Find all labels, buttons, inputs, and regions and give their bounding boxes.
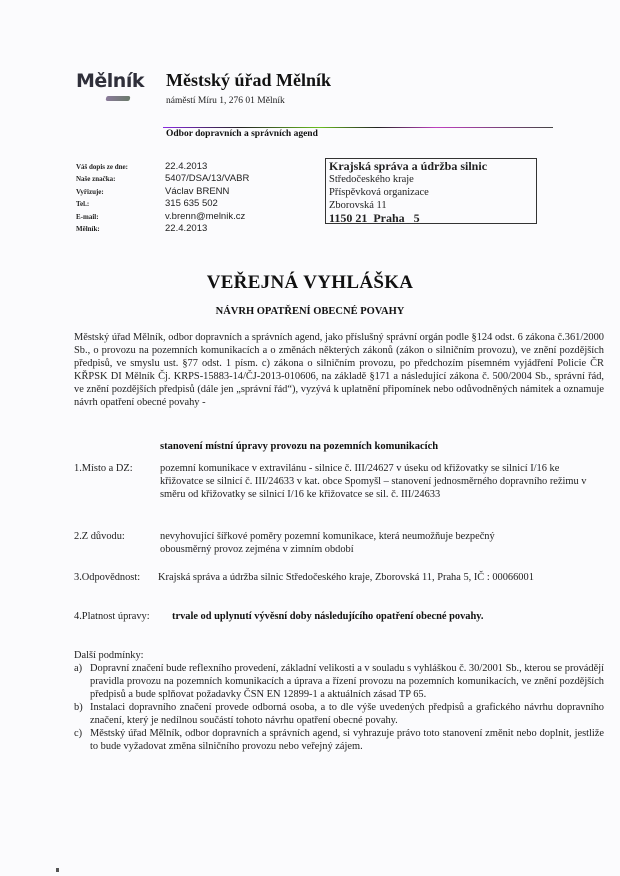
meta-row: [76, 173, 249, 185]
item-text: Krajská správa a údržba silnic Středočeského kraje, Zborovská 11, Praha 5, IČ : 00066001: [158, 572, 534, 583]
meta-label: Tel.:: [76, 200, 90, 209]
meta-value: Václav BRENN: [165, 185, 230, 197]
condition-item: [74, 727, 604, 753]
meta-row: [76, 223, 249, 235]
condition-item: [74, 701, 604, 727]
conditions-heading: Další podmínky:: [74, 650, 144, 661]
recipient-address-box: [325, 158, 537, 224]
department: Odbor dopravních a správních agend: [166, 129, 318, 139]
condition-text: Městský úřad Mělník, odbor dopravních a správních agend, si vyhrazuje právo toto stanovení změnit nebo doplnit, jestliže to bude vyžadovat změna silničního provozu nebo veřejný zájem.: [90, 728, 604, 752]
item-text: nevyhovující šířkové poměry pozemní komunikace, která neumožňuje bezpečný obousměrný provoz zejména v zimním období: [160, 531, 495, 555]
item-text: trvale od uplynutí vývěsní doby následujícího opatření obecné povahy.: [172, 611, 484, 622]
item-responsibility: [74, 571, 604, 584]
subject-line: stanovení místní úpravy provozu na pozemních komunikacích: [160, 441, 439, 452]
item-label: 2.Z důvodu:: [74, 531, 125, 542]
meta-value: 22.4.2013: [165, 161, 208, 172]
recipient-postcode: 1150 21 Praha 5: [329, 211, 420, 225]
meta-value: 22.4.2013: [165, 222, 208, 234]
condition-marker: c): [74, 728, 83, 739]
recipient-line: Zborovská 11: [329, 200, 387, 211]
scan-speck: [56, 868, 59, 872]
condition-text: Dopravní značení bude reflexního provedení, základní velikosti a v souladu s vyhláškou č. 30/2001 Sb., kterou se provádějí pravidla provozu na pozemních komunikacích a úprava a řízení provozu na pozemních komunikacích, ve znění pozdějších předpisů a bude splňovat požadavky ČSN EN 12899-1 a aktuálních zásad TP 65.: [90, 663, 604, 700]
header-divider: [163, 127, 553, 128]
meta-row: [76, 186, 249, 198]
additional-conditions: [74, 649, 604, 753]
meta-value: 315 635 502: [165, 198, 218, 210]
meta-label: Naše značka:: [76, 175, 116, 184]
item-validity: [74, 610, 614, 623]
recipient-line: Krajská správa a údržba silnic: [329, 159, 488, 173]
condition-item: [74, 662, 604, 701]
item-text: pozemní komunikace v extravilánu - silnice č. III/24627 v úseku od křižovatky se silnicí I/16 ke křižovatce se silnicí č. III/24633 v kat. obce Spomyšl – stanovení jednosměrného dopravního režimu v směru od křižovatky se silnicí I/16 ke křižovatce se sil. č. III/24633: [160, 463, 587, 500]
meta-label: Vyřizuje:: [76, 187, 104, 196]
condition-marker: b): [74, 702, 83, 713]
meta-row: [76, 161, 249, 173]
org-address: náměstí Míru 1, 276 01 Mělník: [166, 96, 285, 106]
org-title: Městský úřad Mělník: [166, 70, 332, 90]
meta-value: 5407/DSA/13/VABR: [165, 173, 250, 185]
meta-label: Váš dopis ze dne:: [76, 163, 128, 171]
document-title: VEŘEJNÁ VYHLÁŠKA: [206, 272, 414, 293]
melnik-logo: Mělník: [76, 70, 144, 92]
item-place: [74, 462, 604, 501]
logo-wave-icon: [105, 96, 130, 101]
condition-marker: a): [74, 663, 83, 674]
meta-row: [76, 198, 249, 210]
recipient-line: Příspěvková organizace: [329, 187, 429, 198]
meta-row: [76, 211, 249, 223]
meta-label: E-mail:: [76, 212, 99, 221]
recipient-line: Středočeského kraje: [329, 174, 414, 185]
condition-text: Instalaci dopravního značení provede odborná osoba, a to dle výše uvedených předpisů a grafického návrhu dopravního značení, který je nedílnou součástí tohoto návrhu opatření obecné povahy.: [90, 702, 604, 726]
intro-paragraph: Městský úřad Mělník, odbor dopravních a správních agend, jako příslušný správní orgán podle §124 odst. 6 zákona č.361/2000 Sb., o provozu na pozemních komunikacích a o změnách některých zákonů (zákon o silničním provozu), ve znění pozdějších předpisů, ve smyslu ust. §77 odst. 1 písm. c) zákona o silničním provozu, po předchozím písemném vyjádření Policie ČR KŘPSK DI Mělník Čj. KRPS-15883-14/ČJ-2013-010606, na základě §171 a následující zákona č. 500/2004 Sb., správní řád, ve znění pozdějších předpisů (dále jen „správní řád“), vyzývá k uplatnění připomínek nebo odůvodněných námitek a oznamuje návrh opatření obecné povahy -: [74, 332, 604, 408]
meta-label: Mělník:: [76, 224, 100, 233]
item-label: 1.Místo a DZ:: [74, 463, 133, 474]
item-label: 3.Odpovědnost:: [74, 572, 141, 583]
document-subtitle: NÁVRH OPATŘENÍ OBECNÉ POVAHY: [215, 306, 405, 317]
email-value: v.brenn@melnik.cz: [165, 210, 246, 222]
item-label: 4.Platnost úpravy:: [74, 611, 150, 622]
item-reason: [74, 530, 604, 556]
reference-block: [76, 161, 249, 235]
